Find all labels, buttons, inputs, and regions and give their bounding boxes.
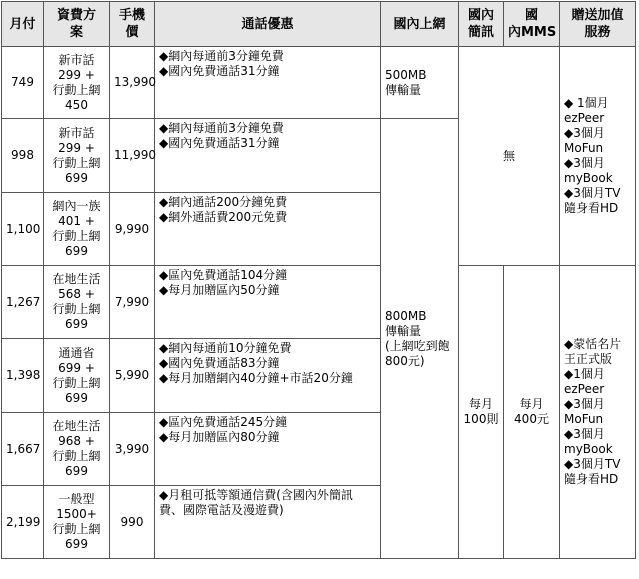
gift-line: ◆蒙恬名片 <box>564 337 622 351</box>
header-call-benefits <box>155 2 381 47</box>
plan-name-line: 699 + <box>58 360 95 375</box>
plan-name <box>44 339 110 413</box>
gift-line: ◆3個月 <box>564 427 605 441</box>
benefit-line: ◆國內免費通話31分鐘 <box>159 136 280 150</box>
plan-name-line: 299 + <box>58 67 95 82</box>
monthly-fee: 2,199 <box>2 486 44 559</box>
header-plan-line: 資費方 <box>56 8 96 23</box>
device-price: 5,990 <box>110 339 155 413</box>
gift-line: myBook <box>564 171 613 185</box>
device-price: 9,990 <box>110 193 155 266</box>
monthly-fee: 1,267 <box>2 266 44 339</box>
gift-line: 隨身看HD <box>564 472 619 486</box>
plan-name-line: 行動上網 <box>52 82 101 97</box>
benefit-line: ◆國內免費通話83分鐘 <box>159 356 280 370</box>
plan-name-line: 行動上網 <box>52 522 101 536</box>
header-data-label: 國內上網 <box>393 16 446 32</box>
data-line: 800元) <box>385 353 425 368</box>
plan-name-line: 450 <box>65 97 88 112</box>
header-sms <box>459 2 504 47</box>
header-sms-line: 國內 <box>467 8 494 23</box>
header-plan-line: 案 <box>69 25 83 40</box>
plan-name-line: 699 <box>65 170 88 185</box>
device-price: 13,990 <box>110 47 155 119</box>
gift-line: 王正式版 <box>564 352 613 366</box>
monthly-fee: 1,667 <box>2 413 44 486</box>
plan-name-line: 行動上網 <box>52 375 101 390</box>
plan-name <box>44 413 110 486</box>
plan-name <box>44 486 110 559</box>
call-benefits <box>155 486 381 559</box>
gift-line: MoFun <box>564 141 604 155</box>
call-benefits <box>155 266 381 339</box>
mms-line: 每月 <box>519 397 544 411</box>
plan-name-line: 699 <box>65 537 88 551</box>
benefit-line: ◆區內免費通話104分鐘 <box>159 268 288 282</box>
gift-line: ◆ 1個月 <box>564 96 609 110</box>
plan-name-line: 299 + <box>58 140 95 155</box>
device-price: 3,990 <box>110 413 155 486</box>
monthly-fee: 749 <box>2 47 44 119</box>
gift-line: 隨身看HD <box>564 201 619 215</box>
benefit-line: ◆區內免費通話245分鐘 <box>159 415 288 429</box>
device-price: 11,990 <box>110 119 155 193</box>
benefit-line: ◆網內每通前10分鐘免費 <box>159 341 292 355</box>
benefit-line: ◆國內免費通話31分鐘 <box>159 64 280 78</box>
header-sms-line: 簡訊 <box>467 25 494 40</box>
header-device-line: 手機 <box>118 8 145 23</box>
monthly-fee: 1,398 <box>2 339 44 413</box>
benefit-line: ◆網內每通前3分鐘免費 <box>159 121 284 135</box>
data-line: 800MB <box>385 308 427 323</box>
table-row <box>2 266 636 339</box>
header-gift-line: 贈送加值 <box>571 8 624 23</box>
plan-name-line: 在地生活 <box>52 419 101 433</box>
plan-name-line: 網內一族 <box>52 199 101 213</box>
plan-name-line: 699 <box>65 317 88 331</box>
gift-line: ◆3個月TV <box>564 186 621 200</box>
benefit-line: ◆網外通話費200元免費 <box>159 210 288 224</box>
device-price: 7,990 <box>110 266 155 339</box>
header-device-price <box>110 2 155 47</box>
call-benefits <box>155 339 381 413</box>
mms-line: 400元 <box>514 412 549 426</box>
benefit-line: ◆每月加贈區內80分鐘 <box>159 430 280 444</box>
header-monthly <box>2 2 44 47</box>
gift-line: ezPeer <box>564 111 605 125</box>
plan-name-line: 699 <box>65 244 88 258</box>
sms-line: 每月 <box>468 397 493 411</box>
header-monthly-label: 月付 <box>9 16 36 32</box>
table-row <box>2 47 636 119</box>
gift-line: ◆1個月 <box>564 367 605 381</box>
plan-name-line: 968 + <box>58 434 95 448</box>
call-benefits <box>155 193 381 266</box>
data-allowance-800mb <box>381 119 459 559</box>
benefit-line: ◆月租可抵等額通信費(含國內外簡訊費、國際電話及漫遊費) <box>159 488 353 517</box>
header-plan <box>44 2 110 47</box>
plan-name-line: 新市話 <box>58 52 95 67</box>
benefit-line: ◆每月加贈區內50分鐘 <box>159 283 280 297</box>
plan-name-line: 行動上網 <box>52 302 101 316</box>
benefit-line: ◆網內通話200分鐘免費 <box>159 195 288 209</box>
monthly-fee: 998 <box>2 119 44 193</box>
plan-name-line: 568 + <box>58 287 95 301</box>
plan-name <box>44 119 110 193</box>
gift-line: ◆3個月 <box>564 397 605 411</box>
data-allowance-500mb <box>381 47 459 119</box>
sms-quota <box>459 266 504 559</box>
benefit-line: ◆每月加贈網內40分鐘+市話20分鐘 <box>159 371 353 385</box>
data-line: 500MB <box>385 67 427 82</box>
plan-name-line: 行動上網 <box>52 229 101 243</box>
plan-name-line: 699 <box>65 390 88 405</box>
plan-name-line: 1500+ <box>56 507 97 521</box>
benefit-line: ◆網內每通前3分鐘免費 <box>159 49 284 63</box>
data-line: 傳輸量 <box>385 323 422 338</box>
plan-name-line: 一般型 <box>58 492 95 506</box>
plan-name-line: 通通省 <box>58 345 95 360</box>
gift-services-basic <box>560 47 636 266</box>
header-data <box>381 2 459 47</box>
gift-line: MoFun <box>564 412 604 426</box>
header-row <box>2 2 636 47</box>
gift-services-premium <box>560 266 636 559</box>
gift-line: ◆3個月 <box>564 126 605 140</box>
plan-name-line: 新市話 <box>58 125 95 140</box>
sms-line: 100則 <box>463 412 499 426</box>
header-call-label: 通話優惠 <box>241 16 294 32</box>
gift-line: ◆3個月 <box>564 156 605 170</box>
data-line: 傳輸量 <box>385 82 422 97</box>
device-price: 990 <box>110 486 155 559</box>
plan-name <box>44 266 110 339</box>
gift-line: ◆3個月TV <box>564 457 621 471</box>
plan-name-line: 在地生活 <box>52 272 101 286</box>
header-gift-line: 服務 <box>584 25 611 40</box>
header-mms-line: 國 <box>524 8 538 23</box>
monthly-fee: 1,100 <box>2 193 44 266</box>
call-benefits <box>155 47 381 119</box>
plan-name-line: 行動上網 <box>52 449 101 463</box>
plan-name-line: 401 + <box>58 214 95 228</box>
mms-quota <box>504 266 560 559</box>
call-benefits <box>155 413 381 486</box>
messaging-none: 無 <box>459 47 560 266</box>
gift-line: myBook <box>564 442 613 456</box>
call-benefits <box>155 119 381 193</box>
plan-name-line: 699 <box>65 464 88 478</box>
plan-comparison-table <box>1 1 636 559</box>
plan-name <box>44 47 110 119</box>
header-mms <box>504 2 560 47</box>
header-device-line: 價 <box>125 25 139 40</box>
data-line: (上網吃到飽 <box>385 338 450 353</box>
plan-name-line: 行動上網 <box>52 155 101 170</box>
gift-line: ezPeer <box>564 382 605 396</box>
header-mms-line: 內MMS <box>508 25 557 40</box>
header-gift <box>560 2 636 47</box>
plan-name <box>44 193 110 266</box>
